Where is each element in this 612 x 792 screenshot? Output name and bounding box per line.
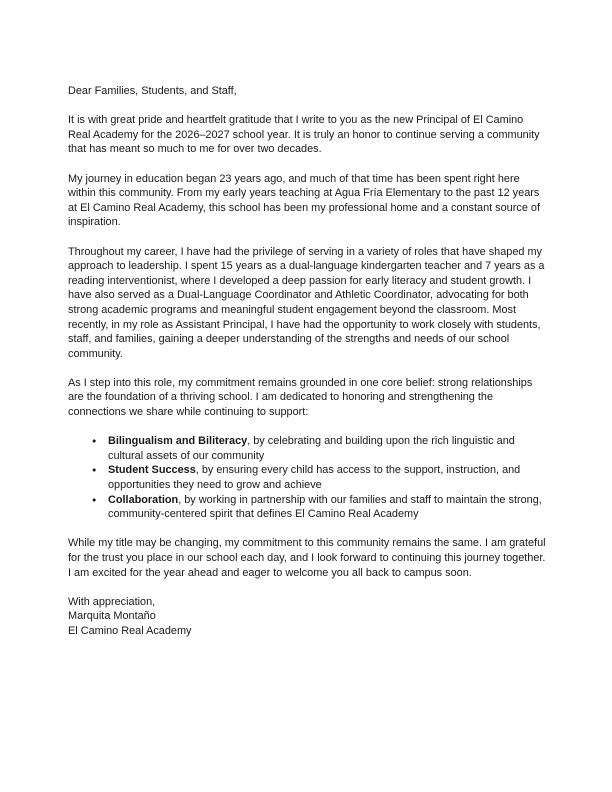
commitments-list: [68, 434, 546, 522]
paragraph-journey: My journey in education began 23 years ago, and much of that time has been spent right here within this community. From my early years teaching at Agua Fría Elementary to the past 12 years at El Camino Real Academy, this school has been my professional home and a constant source of inspiration.: [68, 172, 540, 229]
bullet-text: , by celebrating and building upon the rich linguistic and cultural assets of our community: [108, 435, 515, 462]
bullet-term: Student Success: [108, 464, 196, 477]
signer-organization: El Camino Real Academy: [68, 624, 192, 637]
paragraph-core-belief: As I step into this role, my commitment remains grounded in one core belief: strong relationships are the foundation of a thriving school. I am dedicated to honoring and strengthening the connections we share while continuing to support:: [68, 376, 533, 419]
signature-block: [68, 595, 546, 639]
list-item: [68, 463, 546, 492]
list-item: [68, 493, 546, 522]
letter-body: [68, 84, 546, 639]
list-item: [68, 434, 546, 463]
salutation: Dear Families, Students, and Staff,: [68, 85, 237, 97]
bullet-term: Collaboration: [108, 493, 179, 506]
bullet-text: , by ensuring every child has access to the support, instruction, and opportunities they need to grow and achieve: [108, 464, 521, 492]
valediction: With appreciation,: [68, 595, 156, 608]
bullet-term: Bilingualism and Biliteracy: [108, 435, 248, 448]
paragraph-career: Throughout my career, I have had the privilege of serving in a variety of roles that have shaped my approach to leadership. I spent 15 years as a dual-language kindergarten teacher and 7 years as a reading interventionist, where I developed a deep passion for early literacy and student growth. I have also served as a Dual-Language Coordinator and Athletic Coordinator, advocating for both strong academic programs and meaningful student engagement beyond the classroom. Most recently, in my role as Assistant Principal, I have had the opportunity to work closely with students, staff, and families, gaining a deeper understanding of the strengths and needs of our school community.: [68, 245, 545, 360]
signer-name: Marquita Montaño: [68, 610, 156, 623]
bullet-text: , by working in partnership with our families and staff to maintain the strong, community-centered spirit that defines El Camino Real Academy: [108, 493, 542, 521]
paragraph-closing: While my title may be changing, my commitment to this community remains the same. I am grateful for the trust you place in our school each day, and I look forward to continuing this journey together. I am excited for the year ahead and eager to welcome you all back to campus soon.: [68, 537, 546, 579]
paragraph-intro: It is with great pride and heartfelt gratitude that I write to you as the new Principal of El Camino Real Academy for the 2026–2027 school year. It is truly an honor to continue serving a community that has meant so much to me for over two decades.: [68, 114, 540, 156]
